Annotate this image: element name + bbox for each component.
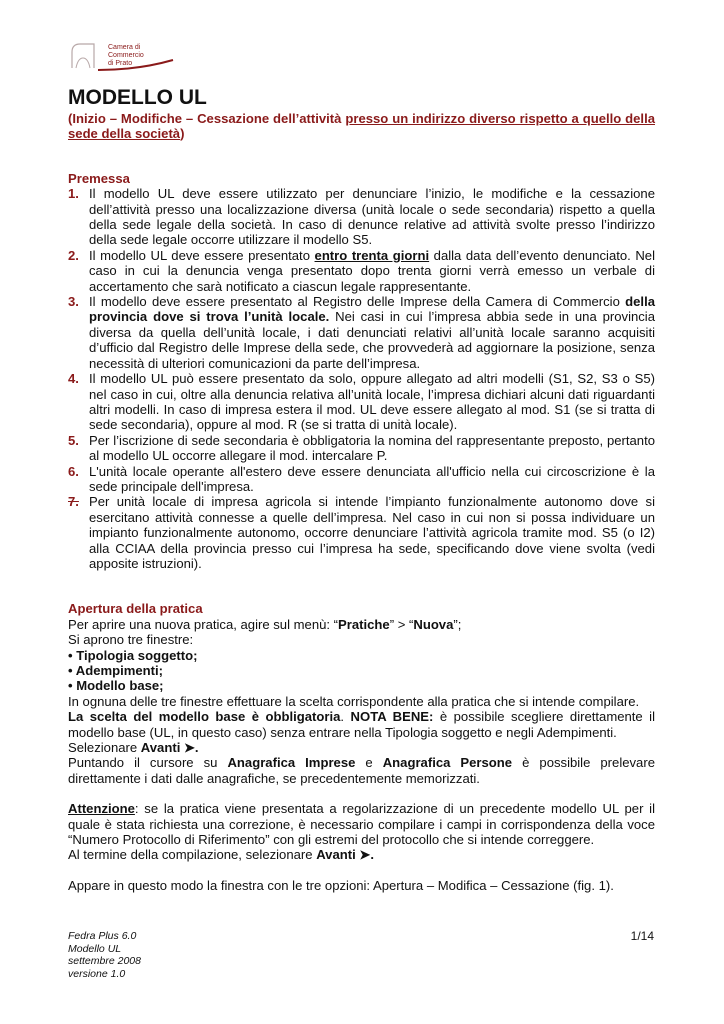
item-text: Per l’iscrizione di sede secondaria è obbligatoria la nomina del rappresentante preposto, pertanto al modello UL occorre allegare il mod. intercalare P.	[89, 432, 655, 464]
page-number: 1/14	[630, 929, 654, 943]
apertura-heading: Apertura della pratica	[68, 601, 203, 617]
footer-line: versione 1.0	[68, 967, 126, 980]
item-number: 7.	[68, 494, 79, 510]
text: Puntando il cursore su	[68, 755, 228, 771]
item-number: 3.	[68, 294, 79, 310]
item-emphasis: della provincia dove si trova l’unità locale.	[89, 294, 655, 325]
subtitle-part-1: (Inizio – Modifiche – Cessazione dell’attività	[68, 111, 346, 126]
text: Selezionare	[68, 740, 141, 756]
text: e	[355, 755, 383, 771]
apertura-windows-line: Si aprono tre finestre:	[68, 632, 194, 648]
list-item	[68, 248, 655, 294]
item-number: 4.	[68, 371, 79, 387]
list-item	[68, 371, 655, 433]
text: .	[340, 709, 351, 725]
avanti-label: Avanti ➤.	[316, 847, 374, 863]
attenzione-label: Attenzione	[68, 801, 135, 817]
final-paragraph: Appare in questo modo la finestra con le tre opzioni: Apertura – Modifica – Cessazione (fig. 1).	[68, 877, 614, 893]
anagrafica-persone: Anagrafica Persone	[382, 755, 513, 771]
footer-line: Modello UL	[68, 942, 122, 955]
chamber-logo	[68, 40, 178, 76]
item-number: 1.	[68, 186, 79, 202]
apertura-paragraph-1	[68, 694, 655, 756]
anagrafica-imprese: Anagrafica Imprese	[227, 755, 356, 771]
subtitle-part-2: )	[180, 126, 185, 142]
list-item	[68, 186, 655, 248]
item-text: dalla data dell’evento denunciato. Nel caso in cui la denuncia venga presentato dopo trenta giorni verrà emesso un verbale di accertamento che sarà notificato a ciascun legale rappresentante.	[89, 247, 655, 294]
avanti-label: Avanti ➤.	[140, 740, 199, 756]
apertura-paragraph-2	[68, 755, 655, 786]
page-subtitle	[68, 111, 655, 142]
text-bold: La scelta del modello base è obbligatoria	[68, 709, 341, 725]
premessa-list	[68, 186, 655, 571]
text: ”;	[453, 616, 462, 632]
logo-line-1: Camera di Commercio	[108, 44, 144, 59]
bullet-modello-base: • Modello base;	[68, 678, 164, 694]
text: : se la pratica viene presentata a regolarizzazione di un precedente modello UL per il quale è stata richiesta una correzione, è necessario compilare i campi in corrispondenza della voce “Numero Protocollo di Riferimento” con gli estremi del protocollo che si intende correggere.	[68, 801, 655, 848]
text: ” > “	[389, 616, 414, 632]
item-number: 6.	[68, 463, 79, 479]
text: Al termine della compilazione, selezionare	[68, 847, 317, 863]
document-body	[68, 86, 655, 893]
apertura-menu-line	[68, 617, 655, 632]
item-number: 2.	[68, 247, 79, 263]
attenzione-paragraph	[68, 801, 655, 863]
footer-line: Fedra Plus 6.0	[68, 930, 137, 942]
list-item	[68, 433, 655, 464]
item-text: Il modello deve essere presentato al Registro delle Imprese della Camera di Commercio	[89, 294, 626, 310]
nota-bene: NOTA BENE:	[350, 709, 434, 725]
logo-text	[108, 44, 178, 68]
premessa-heading: Premessa	[68, 170, 130, 186]
item-text: Il modello UL deve essere utilizzato per denunciare l’inizio, le modifiche e la cessazione dell’attività presso una localizzazione diversa (unità locale o sede secondaria) rispetto a quella della sede legale della società. In caso di denunce relative ad attività svolte presso l’indirizzo della sede legale occorre utilizzare il modello S5.	[89, 186, 655, 248]
item-number: 5.	[68, 432, 79, 448]
text: In ognuna delle tre finestre effettuare la scelta corrispondente alla pratica che si intende compilare.	[68, 693, 640, 709]
item-emphasis: entro trenta giorni	[314, 247, 430, 263]
list-item	[68, 464, 655, 495]
footer	[68, 930, 141, 980]
page-title: MODELLO UL	[68, 86, 207, 109]
item-text: Il modello UL può essere presentato da solo, oppure allegato ad altri modelli (S1, S2, S3 o S5) nel caso in cui, oltre alla denuncia relativa all’unità locale, l’impresa dichiari alcuni dati riguardanti altri modelli. In caso di impresa estera il mod. UL deve essere allegato al mod. S1 (se si tratta di sede secondaria), oppure al mod. R (se si tratta di unità locale).	[89, 371, 655, 433]
text: è possibile prelevare direttamente i dati dalle anagrafiche, se precedentemente memorizzati.	[68, 755, 655, 786]
text: è possibile scegliere direttamente il modello base (UL, in questo caso) senza entrare nella Tipologia soggetto e negli Adempimenti.	[68, 709, 656, 740]
logo-line-2: di Prato	[108, 60, 133, 67]
subtitle-underlined: presso un indirizzo diverso rispetto a quello della sede della società	[68, 111, 655, 142]
list-item	[68, 294, 655, 371]
list-item	[68, 494, 655, 571]
item-text: L'unità locale operante all'estero deve essere denunciata all'ufficio nella cui circoscrizione è la sede principale dell'impresa.	[89, 463, 655, 494]
bullet-tipologia: • Tipologia soggetto;	[68, 647, 198, 663]
item-text: Per unità locale di impresa agricola si intende l’impianto funzionalmente autonomo dove si esercitano attività connesse a quelle dell’impresa. Nel caso in cui non si possa individuare un impianto funzionalmente autonomo, occorre denunciare l’attività agricola tramite mod. S5 (o I2) alla CCIAA della provincia presso cui l’impresa ha sede, specificando dove viene svolta (vedi apposite istruzioni).	[89, 494, 655, 571]
menu-pratiche: Pratiche	[338, 616, 390, 632]
item-text: Nei casi in cui l’impresa abbia sede in una provincia diversa da quella dell’unità locale, i dati denunciati relativi all’unità locale saranno acquisiti d’ufficio dal Registro delle Imprese della sede, che provvederà ad aggiornare la posizione, senza necessità di ulteriori comunicazioni da parte dell’impresa.	[89, 309, 655, 371]
item-text: Il modello UL deve essere presentato	[89, 247, 315, 263]
footer-line: settembre 2008	[68, 955, 141, 967]
bullet-adempimenti: • Adempimenti;	[68, 663, 164, 678]
menu-nuova: Nuova	[413, 616, 454, 632]
text: Per aprire una nuova pratica, agire sul menù: “	[68, 616, 339, 632]
